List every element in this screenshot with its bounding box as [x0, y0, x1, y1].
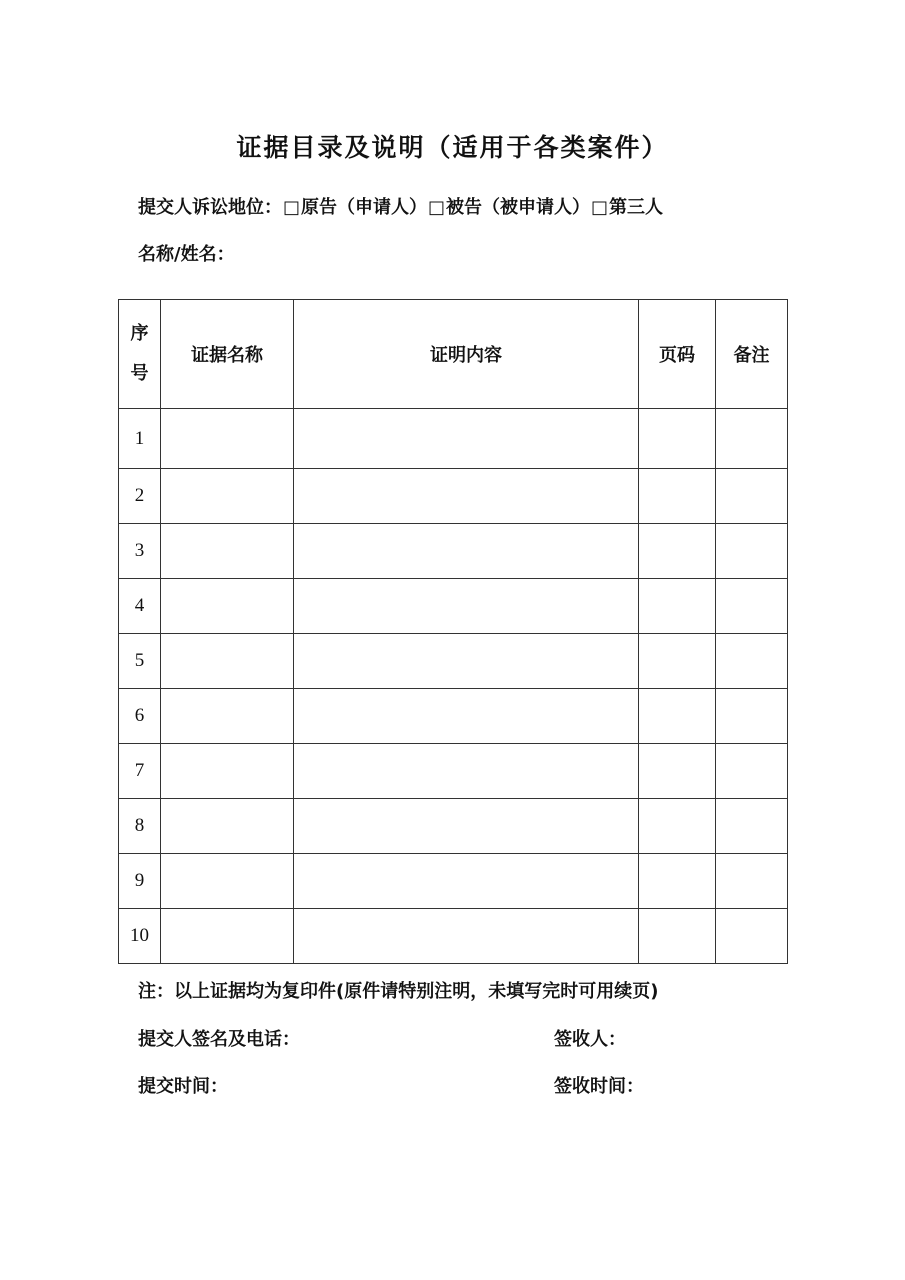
evidence-table — [118, 299, 788, 964]
page-no-cell[interactable] — [639, 689, 716, 744]
proof-content-cell[interactable] — [294, 634, 639, 689]
row-number: 2 — [119, 469, 161, 524]
table-header-row — [119, 300, 788, 409]
party-status-line — [138, 193, 663, 219]
page-no-cell[interactable] — [639, 634, 716, 689]
submit-time-label: 提交时间： — [138, 1076, 228, 1097]
proof-content-cell[interactable] — [294, 409, 639, 469]
receive-time-label: 签收时间： — [554, 1076, 644, 1097]
header-remarks: 备注 — [716, 300, 788, 409]
table-row — [119, 744, 788, 799]
header-proof-content: 证明内容 — [294, 300, 639, 409]
checkbox-third-party[interactable]: □ — [591, 197, 609, 218]
row-number: 10 — [119, 909, 161, 964]
name-field-label: 名称/姓名： — [138, 244, 235, 265]
row-number: 3 — [119, 524, 161, 579]
document-title: 证据目录及说明（适用于各类案件） — [236, 133, 669, 162]
row-number: 1 — [119, 409, 161, 469]
page-no-cell[interactable] — [639, 744, 716, 799]
remarks-cell[interactable] — [716, 469, 788, 524]
remarks-cell[interactable] — [716, 524, 788, 579]
row-number: 9 — [119, 854, 161, 909]
table-row — [119, 524, 788, 579]
table-row — [119, 579, 788, 634]
table-row — [119, 854, 788, 909]
remarks-cell[interactable] — [716, 689, 788, 744]
receiver-label: 签收人： — [554, 1029, 626, 1050]
option-defendant-label: 被告（被申请人） — [446, 197, 591, 218]
proof-content-cell[interactable] — [294, 744, 639, 799]
header-seq-bottom: 号 — [130, 363, 149, 384]
remarks-cell[interactable] — [716, 799, 788, 854]
page-no-cell[interactable] — [639, 524, 716, 579]
evidence-name-cell[interactable] — [161, 409, 294, 469]
page-no-cell[interactable] — [639, 909, 716, 964]
option-third-party-label: 第三人 — [609, 197, 664, 218]
option-plaintiff-label: 原告（申请人） — [301, 197, 428, 218]
table-row — [119, 799, 788, 854]
checkbox-plaintiff[interactable]: □ — [283, 197, 301, 218]
row-number: 4 — [119, 579, 161, 634]
table-row — [119, 689, 788, 744]
party-status-label: 提交人诉讼地位： — [138, 197, 282, 218]
evidence-name-cell[interactable] — [161, 634, 294, 689]
row-number: 5 — [119, 634, 161, 689]
page-no-cell[interactable] — [639, 799, 716, 854]
proof-content-cell[interactable] — [294, 799, 639, 854]
remarks-cell[interactable] — [716, 634, 788, 689]
row-number: 6 — [119, 689, 161, 744]
proof-content-cell[interactable] — [294, 909, 639, 964]
row-number: 8 — [119, 799, 161, 854]
header-seq-top: 序 — [130, 323, 149, 344]
evidence-name-cell[interactable] — [161, 854, 294, 909]
evidence-name-cell[interactable] — [161, 689, 294, 744]
table-row — [119, 909, 788, 964]
header-page-no: 页码 — [639, 300, 716, 409]
table-row — [119, 409, 788, 469]
row-number: 7 — [119, 744, 161, 799]
evidence-name-cell[interactable] — [161, 744, 294, 799]
header-evidence-name: 证据名称 — [161, 300, 294, 409]
evidence-name-cell[interactable] — [161, 469, 294, 524]
proof-content-cell[interactable] — [294, 689, 639, 744]
remarks-cell[interactable] — [716, 744, 788, 799]
remarks-cell[interactable] — [716, 579, 788, 634]
footnote: 注：以上证据均为复印件(原件请特别注明，未填写完时可用续页) — [138, 981, 659, 1002]
table-row — [119, 469, 788, 524]
evidence-name-cell[interactable] — [161, 524, 294, 579]
header-seq — [119, 300, 161, 409]
table-row — [119, 634, 788, 689]
evidence-name-cell[interactable] — [161, 579, 294, 634]
evidence-name-cell[interactable] — [161, 909, 294, 964]
checkbox-defendant[interactable]: □ — [428, 197, 446, 218]
page-no-cell[interactable] — [639, 409, 716, 469]
page-no-cell[interactable] — [639, 579, 716, 634]
remarks-cell[interactable] — [716, 909, 788, 964]
remarks-cell[interactable] — [716, 854, 788, 909]
page-no-cell[interactable] — [639, 469, 716, 524]
submitter-signature-label: 提交人签名及电话： — [138, 1029, 300, 1050]
remarks-cell[interactable] — [716, 409, 788, 469]
evidence-name-cell[interactable] — [161, 799, 294, 854]
proof-content-cell[interactable] — [294, 854, 639, 909]
page-no-cell[interactable] — [639, 854, 716, 909]
proof-content-cell[interactable] — [294, 579, 639, 634]
proof-content-cell[interactable] — [294, 469, 639, 524]
proof-content-cell[interactable] — [294, 524, 639, 579]
